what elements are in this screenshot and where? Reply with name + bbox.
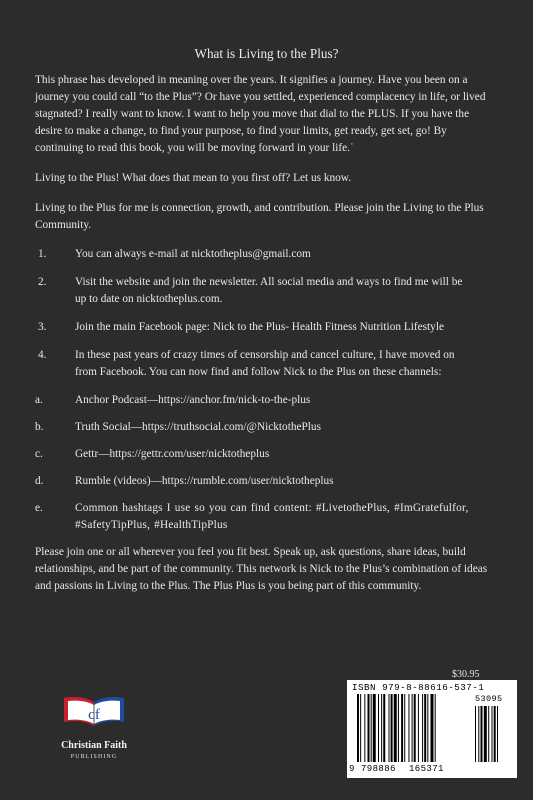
list-item-text: Join the main Facebook page: Nick to the Plus- Health Fitness Nutrition Lifestyle bbox=[75, 321, 444, 333]
barcode-bar bbox=[364, 694, 365, 762]
barcode-bar bbox=[435, 694, 436, 762]
closing-paragraph: Please join one or all wherever you feel you fit best. Speak up, ask questions, share ideas, build relationships, and be part of the community. This network is Nick to the Plus’s combination of ideas and passions in Living to the Plus. The Plus Plus is you being part of this community. bbox=[35, 546, 488, 592]
barcode-bar bbox=[391, 694, 393, 762]
publisher-name: Christian Faith bbox=[61, 740, 127, 751]
list-item bbox=[35, 392, 497, 409]
barcode-bar bbox=[368, 694, 370, 762]
body-text bbox=[35, 72, 497, 595]
intro-paragraph: This phrase has developed in meaning over the years. It signifies a journey. Have you been on a journey you could call “to the Plus”? Or have you settled, experienced complacency in life, or lived stagnated? I really want to know. I want to help you move that dial to the PLUS. If you have the desire to make a change, to find your purpose, to find your limits, get ready, get set, go! By continuing to read this book, you will be moving forward in your life.˙ bbox=[35, 74, 486, 154]
barcode-bar bbox=[488, 706, 489, 762]
price-code-text: 53095 bbox=[475, 694, 503, 704]
barcode-bar bbox=[378, 694, 379, 762]
contact-list bbox=[35, 246, 497, 534]
barcode-bar bbox=[414, 694, 416, 762]
barcode-bar bbox=[373, 694, 376, 762]
barcode-bar bbox=[404, 694, 405, 762]
barcode-bar bbox=[424, 694, 426, 762]
barcode-bar bbox=[478, 706, 479, 762]
barcode-bar bbox=[431, 694, 434, 762]
list-item bbox=[35, 274, 497, 308]
barcode-bar bbox=[401, 694, 403, 762]
list-item-text: Visit the website and join the newsletter. All social media and ways to find me will be up to date on nicktotheplus.com. bbox=[75, 276, 463, 305]
barcode-bar bbox=[492, 706, 493, 762]
barcode-bar bbox=[494, 706, 496, 762]
barcode-bar bbox=[418, 694, 419, 762]
barcode-bar bbox=[398, 694, 399, 762]
list-marker: e. bbox=[35, 502, 43, 514]
publisher-logo bbox=[50, 692, 138, 778]
list-marker: c. bbox=[35, 448, 43, 460]
list-item-text: Truth Social—https://truthsocial.com/@NicktothePlus bbox=[75, 421, 321, 433]
list-item bbox=[35, 347, 497, 381]
list-marker: b. bbox=[35, 421, 44, 433]
barcode-bar bbox=[381, 694, 382, 762]
barcode-bar bbox=[484, 706, 487, 762]
isbn-barcode bbox=[347, 680, 517, 778]
barcode-bar bbox=[408, 694, 409, 762]
list-marker: 2. bbox=[38, 276, 47, 288]
list-item bbox=[35, 319, 497, 336]
list-item-text: You can always e-mail at nicktotheplus@gmail.com bbox=[75, 248, 311, 260]
open-book-icon bbox=[60, 692, 128, 732]
community-paragraph: Living to the Plus for me is connection, growth, and contribution. Please join the Living to the Plus Community. bbox=[35, 202, 484, 231]
page-title: What is Living to the Plus? bbox=[194, 46, 339, 61]
list-item-text: In these past years of crazy times of censorship and cancel culture, I have moved on from Facebook. You can now find and follow Nick to the Plus on these channels: bbox=[75, 349, 455, 378]
ean-first-digit: 9 bbox=[349, 764, 355, 774]
barcode-bar bbox=[497, 706, 498, 762]
list-marker: 3. bbox=[38, 321, 47, 333]
barcode-bar bbox=[412, 694, 413, 762]
isbn-text: ISBN 979-8-88616-537-1 bbox=[352, 682, 485, 693]
ean-left-digits: 798886 bbox=[361, 764, 396, 774]
barcode-bar bbox=[422, 694, 423, 762]
list-item bbox=[35, 500, 497, 534]
publisher-monogram: cf bbox=[88, 707, 100, 723]
list-item-text: Rumble (videos)—https://rumble.com/user/nicktotheplus bbox=[75, 475, 334, 487]
barcode-bar bbox=[357, 694, 359, 762]
list-marker: a. bbox=[35, 394, 43, 406]
question-paragraph: Living to the Plus! What does that mean to you first off? Let us know. bbox=[35, 172, 352, 184]
barcode-bar bbox=[475, 706, 476, 762]
list-marker: 4. bbox=[38, 349, 47, 361]
list-marker: d. bbox=[35, 475, 44, 487]
list-marker: 1. bbox=[38, 248, 47, 260]
list-item-text: Common hashtags I use so you can find content: #LivetothePlus, #ImGratefulfor, #SafetyTipPlus, #HealthTipPlus bbox=[75, 502, 469, 531]
list-item bbox=[35, 473, 497, 490]
barcode-bar bbox=[394, 694, 397, 762]
barcode-bar bbox=[383, 694, 385, 762]
list-item bbox=[35, 246, 497, 263]
barcode-bar bbox=[371, 694, 372, 762]
barcode-bar bbox=[427, 694, 428, 762]
list-item bbox=[35, 419, 497, 436]
list-item-text: Anchor Podcast—https://anchor.fm/nick-to-the-plus bbox=[75, 394, 311, 406]
list-item bbox=[35, 446, 497, 463]
ean-right-digits: 165371 bbox=[409, 764, 444, 774]
price-label: $30.95 bbox=[452, 669, 480, 680]
barcode-bar bbox=[360, 694, 361, 762]
barcode-bar bbox=[389, 694, 390, 762]
list-item-text: Gettr—https://gettr.com/user/nicktotheplus bbox=[75, 448, 270, 460]
publisher-subtitle: PUBLISHING bbox=[70, 754, 118, 760]
barcode-bar bbox=[481, 706, 483, 762]
